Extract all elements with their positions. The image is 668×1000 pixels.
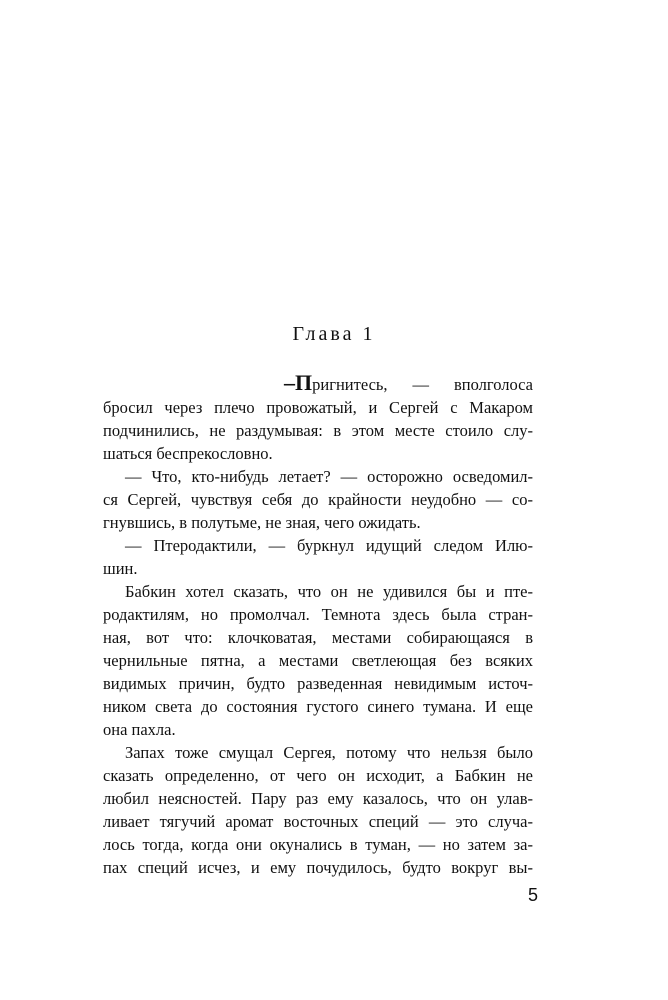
paragraph-1-line-1	[103, 371, 533, 396]
paragraph-5-line-5: лось тогда, когда они окунались в туман, — но затем за-	[103, 835, 533, 854]
paragraph-2-line-2: ся Сергей, чувствуя себя до крайности неудобно — со-	[103, 490, 533, 509]
paragraph-4-line-7: она пахла.	[103, 720, 176, 739]
paragraph-5-line-1: Запах тоже смущал Сергея, потому что нельзя было	[125, 743, 533, 762]
paragraph-5-line-4: ливает тягучий аромат восточных специй — это случа-	[103, 812, 533, 831]
paragraph-4-line-2: родактилям, но промолчал. Темнота здесь была стран-	[103, 605, 533, 624]
page-number: 5	[527, 885, 538, 905]
paragraph-4-line-6: ником света до состояния густого синего тумана. И еще	[103, 697, 533, 716]
paragraph-4-line-1: Бабкин хотел сказать, что он не удивился бы и пте-	[125, 582, 533, 601]
chapter-heading: Глава 1	[292, 323, 376, 345]
paragraph-1-line-1-rest: ригнитесь, — вполголоса	[312, 375, 533, 394]
paragraph-1-line-3: подчинились, не раздумывая: в этом месте стоило слу-	[103, 421, 533, 440]
paragraph-5-line-6: пах специй исчез, и ему почудилось, будто вокруг вы-	[103, 858, 533, 877]
paragraph-2-line-1: — Что, кто-нибудь летает? — осторожно осведомил-	[125, 467, 533, 486]
paragraph-1-line-4: шаться беспрекословно.	[103, 444, 273, 463]
body-text	[103, 371, 533, 879]
paragraph-4-line-4: чернильные пятна, а местами светлеющая без всяких	[103, 651, 533, 670]
paragraph-1	[103, 371, 533, 465]
paragraph-2-line-3: гнувшись, в полутьме, не зная, чего ожидать.	[103, 513, 421, 532]
paragraph-5-line-3: любил неясностей. Пару раз ему казалось, что он улав-	[103, 789, 533, 808]
paragraph-3-line-2: шин.	[103, 559, 138, 578]
paragraph-4	[103, 580, 533, 741]
paragraph-3-line-1: — Птеродактили, — буркнул идущий следом Илю-	[125, 536, 533, 555]
paragraph-2	[103, 465, 533, 534]
paragraph-3	[103, 534, 533, 580]
drop-cap: –П	[284, 370, 313, 395]
paragraph-4-line-3: ная, вот что: клочковатая, местами собирающаяся в	[103, 628, 533, 647]
paragraph-1-line-2: бросил через плечо провожатый, и Сергей с Макаром	[103, 398, 533, 417]
paragraph-5	[103, 741, 533, 879]
paragraph-4-line-5: видимых причин, будто разведенная невидимым источ-	[103, 674, 533, 693]
paragraph-5-line-2: сказать определенно, от чего он исходит, а Бабкин не	[103, 766, 533, 785]
